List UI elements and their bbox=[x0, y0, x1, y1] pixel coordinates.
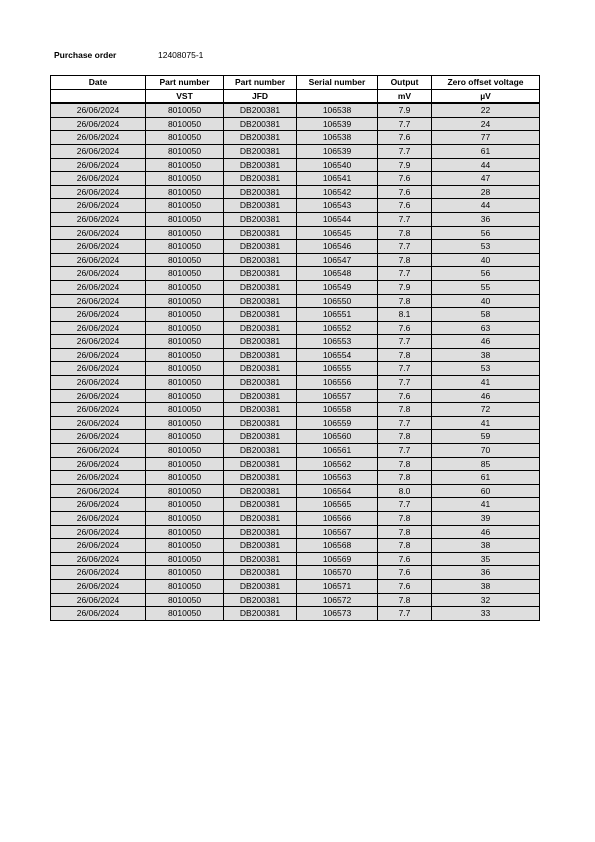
table-row bbox=[51, 376, 540, 390]
cell-date: 26/06/2024 bbox=[51, 552, 146, 566]
cell-output: 7.7 bbox=[378, 117, 432, 131]
table-row bbox=[51, 607, 540, 621]
cell-zero-offset-voltage: 53 bbox=[432, 362, 540, 376]
cell-part-number-jfd: DB200381 bbox=[224, 457, 297, 471]
cell-serial-number: 106539 bbox=[297, 144, 378, 158]
table-row bbox=[51, 362, 540, 376]
cell-part-number-jfd: DB200381 bbox=[224, 131, 297, 145]
column-header-part-number-jfd: Part number bbox=[224, 76, 297, 90]
cell-part-number-vst: 8010050 bbox=[146, 240, 224, 254]
cell-serial-number: 106538 bbox=[297, 103, 378, 117]
table-row bbox=[51, 471, 540, 485]
cell-part-number-jfd: DB200381 bbox=[224, 103, 297, 117]
cell-part-number-jfd: DB200381 bbox=[224, 607, 297, 621]
cell-serial-number: 106547 bbox=[297, 253, 378, 267]
cell-date: 26/06/2024 bbox=[51, 226, 146, 240]
cell-date: 26/06/2024 bbox=[51, 471, 146, 485]
cell-output: 7.8 bbox=[378, 294, 432, 308]
cell-serial-number: 106566 bbox=[297, 512, 378, 526]
cell-part-number-vst: 8010050 bbox=[146, 444, 224, 458]
table-row bbox=[51, 294, 540, 308]
cell-part-number-jfd: DB200381 bbox=[224, 199, 297, 213]
measurement-table bbox=[50, 75, 540, 621]
table-body bbox=[51, 103, 540, 620]
table-row bbox=[51, 103, 540, 117]
subheader-voltage-unit: µV bbox=[432, 89, 540, 103]
cell-date: 26/06/2024 bbox=[51, 280, 146, 294]
cell-output: 7.8 bbox=[378, 253, 432, 267]
cell-part-number-jfd: DB200381 bbox=[224, 579, 297, 593]
cell-date: 26/06/2024 bbox=[51, 389, 146, 403]
cell-date: 26/06/2024 bbox=[51, 267, 146, 281]
cell-part-number-jfd: DB200381 bbox=[224, 525, 297, 539]
cell-part-number-vst: 8010050 bbox=[146, 280, 224, 294]
cell-part-number-vst: 8010050 bbox=[146, 566, 224, 580]
table-subheader-row bbox=[51, 89, 540, 103]
subheader-vst: VST bbox=[146, 89, 224, 103]
cell-output: 7.7 bbox=[378, 607, 432, 621]
cell-date: 26/06/2024 bbox=[51, 253, 146, 267]
cell-part-number-vst: 8010050 bbox=[146, 103, 224, 117]
cell-zero-offset-voltage: 44 bbox=[432, 199, 540, 213]
cell-output: 7.6 bbox=[378, 579, 432, 593]
cell-part-number-vst: 8010050 bbox=[146, 552, 224, 566]
cell-zero-offset-voltage: 33 bbox=[432, 607, 540, 621]
cell-part-number-vst: 8010050 bbox=[146, 579, 224, 593]
cell-output: 7.9 bbox=[378, 280, 432, 294]
subheader-output-unit: mV bbox=[378, 89, 432, 103]
cell-part-number-jfd: DB200381 bbox=[224, 416, 297, 430]
cell-zero-offset-voltage: 56 bbox=[432, 267, 540, 281]
table-row bbox=[51, 253, 540, 267]
cell-date: 26/06/2024 bbox=[51, 376, 146, 390]
cell-date: 26/06/2024 bbox=[51, 566, 146, 580]
cell-date: 26/06/2024 bbox=[51, 607, 146, 621]
cell-serial-number: 106549 bbox=[297, 280, 378, 294]
cell-serial-number: 106540 bbox=[297, 158, 378, 172]
cell-part-number-jfd: DB200381 bbox=[224, 552, 297, 566]
table-row bbox=[51, 144, 540, 158]
table-row bbox=[51, 430, 540, 444]
cell-serial-number: 106570 bbox=[297, 566, 378, 580]
cell-output: 7.7 bbox=[378, 498, 432, 512]
cell-zero-offset-voltage: 47 bbox=[432, 172, 540, 186]
cell-output: 8.1 bbox=[378, 308, 432, 322]
cell-zero-offset-voltage: 24 bbox=[432, 117, 540, 131]
cell-output: 8.0 bbox=[378, 484, 432, 498]
cell-part-number-vst: 8010050 bbox=[146, 362, 224, 376]
cell-part-number-jfd: DB200381 bbox=[224, 335, 297, 349]
cell-part-number-vst: 8010050 bbox=[146, 226, 224, 240]
cell-part-number-vst: 8010050 bbox=[146, 539, 224, 553]
cell-date: 26/06/2024 bbox=[51, 240, 146, 254]
cell-part-number-vst: 8010050 bbox=[146, 376, 224, 390]
cell-part-number-jfd: DB200381 bbox=[224, 117, 297, 131]
cell-serial-number: 106544 bbox=[297, 212, 378, 226]
cell-part-number-vst: 8010050 bbox=[146, 484, 224, 498]
cell-part-number-vst: 8010050 bbox=[146, 512, 224, 526]
cell-output: 7.9 bbox=[378, 103, 432, 117]
cell-date: 26/06/2024 bbox=[51, 444, 146, 458]
table-row bbox=[51, 267, 540, 281]
cell-zero-offset-voltage: 35 bbox=[432, 552, 540, 566]
table-row bbox=[51, 212, 540, 226]
cell-zero-offset-voltage: 40 bbox=[432, 294, 540, 308]
cell-zero-offset-voltage: 32 bbox=[432, 593, 540, 607]
cell-date: 26/06/2024 bbox=[51, 512, 146, 526]
cell-serial-number: 106542 bbox=[297, 185, 378, 199]
cell-output: 7.8 bbox=[378, 525, 432, 539]
cell-part-number-jfd: DB200381 bbox=[224, 512, 297, 526]
subheader-serial bbox=[297, 89, 378, 103]
cell-zero-offset-voltage: 61 bbox=[432, 471, 540, 485]
cell-part-number-vst: 8010050 bbox=[146, 457, 224, 471]
cell-output: 7.7 bbox=[378, 212, 432, 226]
cell-zero-offset-voltage: 70 bbox=[432, 444, 540, 458]
cell-part-number-vst: 8010050 bbox=[146, 294, 224, 308]
table-row bbox=[51, 185, 540, 199]
cell-serial-number: 106571 bbox=[297, 579, 378, 593]
cell-serial-number: 106565 bbox=[297, 498, 378, 512]
cell-zero-offset-voltage: 85 bbox=[432, 457, 540, 471]
cell-zero-offset-voltage: 36 bbox=[432, 212, 540, 226]
cell-date: 26/06/2024 bbox=[51, 525, 146, 539]
cell-output: 7.7 bbox=[378, 362, 432, 376]
cell-part-number-jfd: DB200381 bbox=[224, 226, 297, 240]
cell-output: 7.8 bbox=[378, 403, 432, 417]
purchase-order-line bbox=[54, 50, 204, 60]
cell-zero-offset-voltage: 36 bbox=[432, 566, 540, 580]
cell-part-number-vst: 8010050 bbox=[146, 267, 224, 281]
cell-part-number-jfd: DB200381 bbox=[224, 539, 297, 553]
cell-part-number-vst: 8010050 bbox=[146, 172, 224, 186]
cell-date: 26/06/2024 bbox=[51, 144, 146, 158]
cell-part-number-jfd: DB200381 bbox=[224, 172, 297, 186]
cell-part-number-vst: 8010050 bbox=[146, 525, 224, 539]
cell-serial-number: 106545 bbox=[297, 226, 378, 240]
cell-date: 26/06/2024 bbox=[51, 294, 146, 308]
cell-zero-offset-voltage: 39 bbox=[432, 512, 540, 526]
cell-serial-number: 106541 bbox=[297, 172, 378, 186]
cell-serial-number: 106550 bbox=[297, 294, 378, 308]
cell-serial-number: 106539 bbox=[297, 117, 378, 131]
table-row bbox=[51, 539, 540, 553]
cell-zero-offset-voltage: 61 bbox=[432, 144, 540, 158]
cell-part-number-jfd: DB200381 bbox=[224, 308, 297, 322]
cell-output: 7.7 bbox=[378, 376, 432, 390]
cell-serial-number: 106548 bbox=[297, 267, 378, 281]
cell-serial-number: 106560 bbox=[297, 430, 378, 444]
cell-zero-offset-voltage: 53 bbox=[432, 240, 540, 254]
cell-serial-number: 106559 bbox=[297, 416, 378, 430]
cell-part-number-jfd: DB200381 bbox=[224, 267, 297, 281]
cell-serial-number: 106564 bbox=[297, 484, 378, 498]
cell-serial-number: 106567 bbox=[297, 525, 378, 539]
cell-serial-number: 106553 bbox=[297, 335, 378, 349]
cell-serial-number: 106556 bbox=[297, 376, 378, 390]
cell-output: 7.8 bbox=[378, 593, 432, 607]
table-row bbox=[51, 117, 540, 131]
cell-part-number-jfd: DB200381 bbox=[224, 403, 297, 417]
table-row bbox=[51, 552, 540, 566]
cell-part-number-vst: 8010050 bbox=[146, 158, 224, 172]
table-row bbox=[51, 199, 540, 213]
cell-part-number-jfd: DB200381 bbox=[224, 484, 297, 498]
cell-part-number-vst: 8010050 bbox=[146, 308, 224, 322]
table-row bbox=[51, 525, 540, 539]
cell-part-number-jfd: DB200381 bbox=[224, 280, 297, 294]
cell-part-number-vst: 8010050 bbox=[146, 389, 224, 403]
cell-zero-offset-voltage: 58 bbox=[432, 308, 540, 322]
cell-serial-number: 106568 bbox=[297, 539, 378, 553]
cell-part-number-vst: 8010050 bbox=[146, 348, 224, 362]
cell-zero-offset-voltage: 40 bbox=[432, 253, 540, 267]
table-row bbox=[51, 226, 540, 240]
cell-zero-offset-voltage: 41 bbox=[432, 498, 540, 512]
cell-part-number-jfd: DB200381 bbox=[224, 444, 297, 458]
cell-part-number-jfd: DB200381 bbox=[224, 253, 297, 267]
cell-part-number-jfd: DB200381 bbox=[224, 376, 297, 390]
cell-date: 26/06/2024 bbox=[51, 457, 146, 471]
table-row bbox=[51, 498, 540, 512]
cell-date: 26/06/2024 bbox=[51, 308, 146, 322]
cell-date: 26/06/2024 bbox=[51, 131, 146, 145]
cell-date: 26/06/2024 bbox=[51, 172, 146, 186]
cell-part-number-jfd: DB200381 bbox=[224, 212, 297, 226]
cell-date: 26/06/2024 bbox=[51, 498, 146, 512]
subheader-date bbox=[51, 89, 146, 103]
cell-part-number-vst: 8010050 bbox=[146, 607, 224, 621]
cell-date: 26/06/2024 bbox=[51, 199, 146, 213]
cell-serial-number: 106552 bbox=[297, 321, 378, 335]
cell-part-number-vst: 8010050 bbox=[146, 199, 224, 213]
cell-output: 7.8 bbox=[378, 457, 432, 471]
cell-date: 26/06/2024 bbox=[51, 579, 146, 593]
table-row bbox=[51, 335, 540, 349]
cell-zero-offset-voltage: 72 bbox=[432, 403, 540, 417]
cell-output: 7.8 bbox=[378, 348, 432, 362]
cell-serial-number: 106551 bbox=[297, 308, 378, 322]
cell-part-number-jfd: DB200381 bbox=[224, 566, 297, 580]
cell-part-number-jfd: DB200381 bbox=[224, 593, 297, 607]
cell-part-number-jfd: DB200381 bbox=[224, 144, 297, 158]
cell-date: 26/06/2024 bbox=[51, 117, 146, 131]
cell-part-number-vst: 8010050 bbox=[146, 253, 224, 267]
table-row bbox=[51, 444, 540, 458]
table-row bbox=[51, 416, 540, 430]
cell-serial-number: 106538 bbox=[297, 131, 378, 145]
cell-part-number-vst: 8010050 bbox=[146, 471, 224, 485]
cell-part-number-vst: 8010050 bbox=[146, 212, 224, 226]
column-header-date: Date bbox=[51, 76, 146, 90]
table-row bbox=[51, 348, 540, 362]
cell-output: 7.6 bbox=[378, 321, 432, 335]
table-row bbox=[51, 566, 540, 580]
cell-output: 7.6 bbox=[378, 131, 432, 145]
cell-date: 26/06/2024 bbox=[51, 212, 146, 226]
cell-serial-number: 106563 bbox=[297, 471, 378, 485]
cell-output: 7.6 bbox=[378, 552, 432, 566]
table-row bbox=[51, 579, 540, 593]
table-row bbox=[51, 389, 540, 403]
cell-part-number-jfd: DB200381 bbox=[224, 389, 297, 403]
table-row bbox=[51, 240, 540, 254]
cell-output: 7.6 bbox=[378, 389, 432, 403]
cell-zero-offset-voltage: 22 bbox=[432, 103, 540, 117]
cell-output: 7.6 bbox=[378, 172, 432, 186]
table-row bbox=[51, 172, 540, 186]
cell-date: 26/06/2024 bbox=[51, 348, 146, 362]
cell-serial-number: 106555 bbox=[297, 362, 378, 376]
cell-part-number-vst: 8010050 bbox=[146, 416, 224, 430]
cell-part-number-vst: 8010050 bbox=[146, 321, 224, 335]
cell-part-number-jfd: DB200381 bbox=[224, 471, 297, 485]
cell-output: 7.9 bbox=[378, 158, 432, 172]
cell-zero-offset-voltage: 38 bbox=[432, 539, 540, 553]
cell-output: 7.8 bbox=[378, 430, 432, 444]
column-header-serial-number: Serial number bbox=[297, 76, 378, 90]
cell-output: 7.8 bbox=[378, 226, 432, 240]
cell-zero-offset-voltage: 46 bbox=[432, 525, 540, 539]
cell-date: 26/06/2024 bbox=[51, 430, 146, 444]
cell-zero-offset-voltage: 77 bbox=[432, 131, 540, 145]
cell-serial-number: 106573 bbox=[297, 607, 378, 621]
purchase-order-number: 12408075-1 bbox=[158, 50, 204, 60]
cell-output: 7.8 bbox=[378, 512, 432, 526]
cell-part-number-vst: 8010050 bbox=[146, 403, 224, 417]
table-row bbox=[51, 321, 540, 335]
cell-zero-offset-voltage: 28 bbox=[432, 185, 540, 199]
cell-part-number-jfd: DB200381 bbox=[224, 348, 297, 362]
cell-date: 26/06/2024 bbox=[51, 335, 146, 349]
cell-output: 7.6 bbox=[378, 566, 432, 580]
cell-output: 7.8 bbox=[378, 471, 432, 485]
cell-serial-number: 106558 bbox=[297, 403, 378, 417]
column-header-zero-offset-voltage: Zero offset voltage bbox=[432, 76, 540, 90]
table-row bbox=[51, 308, 540, 322]
cell-part-number-jfd: DB200381 bbox=[224, 240, 297, 254]
cell-serial-number: 106572 bbox=[297, 593, 378, 607]
column-header-output: Output bbox=[378, 76, 432, 90]
cell-part-number-jfd: DB200381 bbox=[224, 430, 297, 444]
cell-part-number-vst: 8010050 bbox=[146, 185, 224, 199]
cell-date: 26/06/2024 bbox=[51, 321, 146, 335]
cell-serial-number: 106562 bbox=[297, 457, 378, 471]
cell-part-number-vst: 8010050 bbox=[146, 593, 224, 607]
cell-output: 7.6 bbox=[378, 199, 432, 213]
cell-date: 26/06/2024 bbox=[51, 185, 146, 199]
cell-part-number-vst: 8010050 bbox=[146, 498, 224, 512]
cell-date: 26/06/2024 bbox=[51, 593, 146, 607]
cell-zero-offset-voltage: 60 bbox=[432, 484, 540, 498]
column-header-part-number-vst: Part number bbox=[146, 76, 224, 90]
cell-part-number-jfd: DB200381 bbox=[224, 362, 297, 376]
cell-output: 7.7 bbox=[378, 267, 432, 281]
cell-part-number-vst: 8010050 bbox=[146, 335, 224, 349]
cell-date: 26/06/2024 bbox=[51, 403, 146, 417]
cell-zero-offset-voltage: 55 bbox=[432, 280, 540, 294]
cell-serial-number: 106569 bbox=[297, 552, 378, 566]
cell-output: 7.6 bbox=[378, 185, 432, 199]
cell-zero-offset-voltage: 38 bbox=[432, 348, 540, 362]
cell-zero-offset-voltage: 46 bbox=[432, 389, 540, 403]
table-row bbox=[51, 131, 540, 145]
cell-date: 26/06/2024 bbox=[51, 103, 146, 117]
cell-date: 26/06/2024 bbox=[51, 539, 146, 553]
cell-serial-number: 106543 bbox=[297, 199, 378, 213]
cell-part-number-vst: 8010050 bbox=[146, 430, 224, 444]
cell-output: 7.8 bbox=[378, 539, 432, 553]
table-row bbox=[51, 512, 540, 526]
cell-date: 26/06/2024 bbox=[51, 484, 146, 498]
cell-zero-offset-voltage: 63 bbox=[432, 321, 540, 335]
cell-output: 7.7 bbox=[378, 335, 432, 349]
cell-zero-offset-voltage: 38 bbox=[432, 579, 540, 593]
cell-zero-offset-voltage: 41 bbox=[432, 416, 540, 430]
cell-date: 26/06/2024 bbox=[51, 416, 146, 430]
table-row bbox=[51, 280, 540, 294]
cell-zero-offset-voltage: 56 bbox=[432, 226, 540, 240]
cell-output: 7.7 bbox=[378, 416, 432, 430]
cell-part-number-jfd: DB200381 bbox=[224, 321, 297, 335]
subheader-jfd: JFD bbox=[224, 89, 297, 103]
cell-part-number-vst: 8010050 bbox=[146, 144, 224, 158]
cell-date: 26/06/2024 bbox=[51, 158, 146, 172]
purchase-order-label: Purchase order bbox=[54, 50, 117, 60]
cell-output: 7.7 bbox=[378, 144, 432, 158]
cell-serial-number: 106557 bbox=[297, 389, 378, 403]
cell-zero-offset-voltage: 59 bbox=[432, 430, 540, 444]
cell-serial-number: 106546 bbox=[297, 240, 378, 254]
cell-output: 7.7 bbox=[378, 240, 432, 254]
cell-part-number-jfd: DB200381 bbox=[224, 185, 297, 199]
cell-part-number-jfd: DB200381 bbox=[224, 498, 297, 512]
table-header-row bbox=[51, 76, 540, 90]
cell-date: 26/06/2024 bbox=[51, 362, 146, 376]
cell-part-number-jfd: DB200381 bbox=[224, 158, 297, 172]
cell-zero-offset-voltage: 44 bbox=[432, 158, 540, 172]
cell-part-number-vst: 8010050 bbox=[146, 131, 224, 145]
cell-serial-number: 106554 bbox=[297, 348, 378, 362]
table-row bbox=[51, 593, 540, 607]
table-row bbox=[51, 403, 540, 417]
cell-part-number-vst: 8010050 bbox=[146, 117, 224, 131]
table-row bbox=[51, 484, 540, 498]
table-row bbox=[51, 158, 540, 172]
cell-part-number-jfd: DB200381 bbox=[224, 294, 297, 308]
cell-zero-offset-voltage: 46 bbox=[432, 335, 540, 349]
cell-zero-offset-voltage: 41 bbox=[432, 376, 540, 390]
cell-serial-number: 106561 bbox=[297, 444, 378, 458]
cell-output: 7.7 bbox=[378, 444, 432, 458]
table-row bbox=[51, 457, 540, 471]
